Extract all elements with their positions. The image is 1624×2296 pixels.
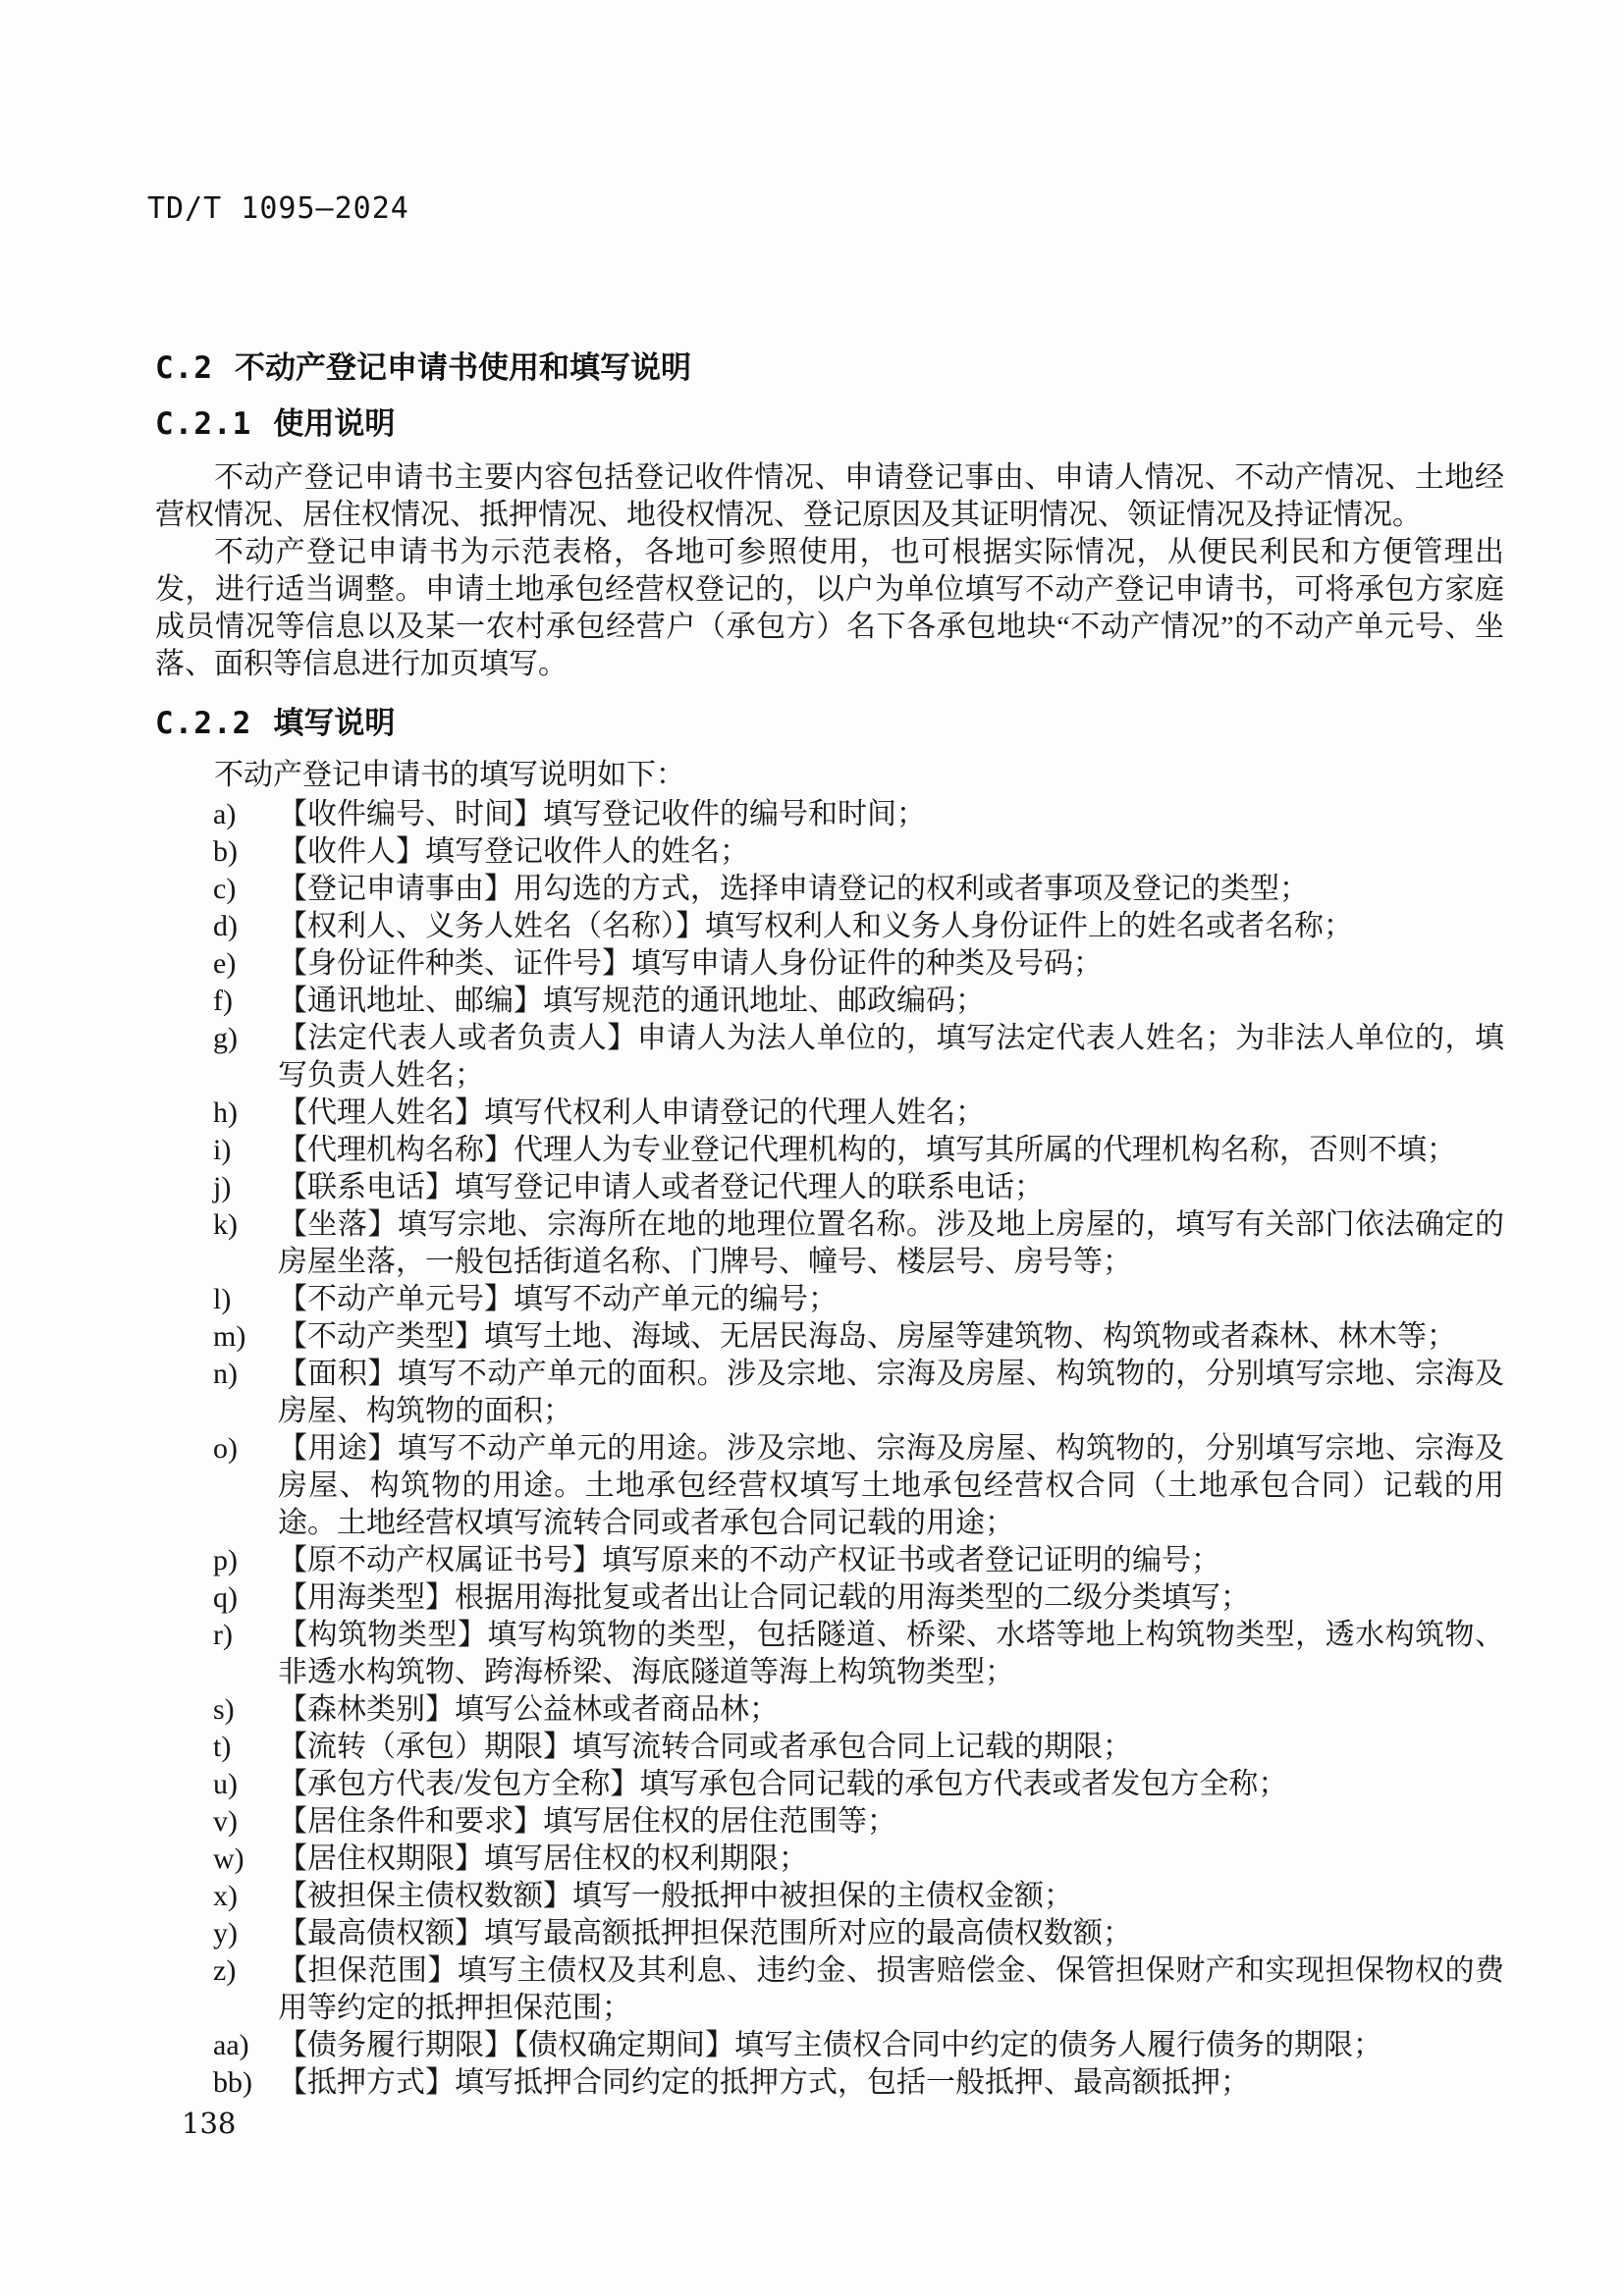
section-title: 使用说明 — [273, 406, 396, 441]
instruction-text: 【联系电话】填写登记申请人或者登记代理人的联系电话； — [278, 1171, 1044, 1203]
instruction-item — [155, 945, 1504, 983]
instruction-marker: c) — [213, 873, 237, 905]
instruction-text: 【居住条件和要求】填写居住权的居住范围等； — [278, 1805, 896, 1838]
instruction-item — [155, 1878, 1504, 1915]
paragraph-usage-2: 不动产登记申请书为示范表格，各地可参照使用，也可根据实际情况，从便民利民和方便管理出发，进行适当调整。申请土地承包经营权登记的，以户为单位填写不动产登记申请书，可将承包方家庭成员情况等信息以及某一农村承包经营户（承包方）名下各承包地块“不动产情况”的不动产单元号、坐落、面积等信息进行加页填写。 — [155, 536, 1504, 680]
instruction-item — [155, 1841, 1504, 1878]
section-title: 不动产登记申请书使用和填写说明 — [235, 350, 691, 385]
instruction-marker: q) — [213, 1581, 238, 1614]
instruction-text: 【用海类型】根据用海批复或者出让合同记载的用海类型的二级分类填写； — [278, 1581, 1250, 1614]
instruction-item — [155, 1169, 1504, 1206]
instruction-item — [155, 1430, 1504, 1542]
instruction-item — [155, 2064, 1504, 2102]
instruction-item — [155, 1729, 1504, 1766]
instruction-text: 【通讯地址、邮编】填写规范的通讯地址、邮政编码； — [278, 985, 985, 1017]
instruction-item — [155, 1766, 1504, 1803]
instruction-marker: x) — [213, 1880, 238, 1912]
instruction-item — [155, 796, 1504, 833]
instruction-text: 【最高债权额】填写最高额抵押担保范围所对应的最高债权数额； — [278, 1917, 1132, 1949]
instruction-marker: s) — [213, 1693, 235, 1726]
instruction-text: 【承包方代表/发包方全称】填写承包合同记载的承包方代表或者发包方全称； — [278, 1768, 1288, 1800]
instruction-marker: o) — [213, 1432, 238, 1465]
section-heading-c2 — [155, 349, 1504, 387]
instruction-text: 【流转（承包）期限】填写流转合同或者承包合同上记载的期限； — [278, 1731, 1132, 1763]
instruction-text: 【居住权期限】填写居住权的权利期限； — [278, 1842, 808, 1875]
instruction-item — [155, 1281, 1504, 1318]
instruction-marker: n) — [213, 1358, 238, 1390]
instruction-list — [155, 796, 1504, 2102]
instruction-marker: u) — [213, 1768, 238, 1800]
instruction-text: 【不动产单元号】填写不动产单元的编号； — [278, 1283, 838, 1315]
instruction-marker: b) — [213, 835, 238, 868]
instruction-item — [155, 1617, 1504, 1691]
instruction-text: 【法定代表人或者负责人】申请人为法人单位的，填写法定代表人姓名；为非法人单位的，填写负责人姓名； — [278, 1022, 1504, 1092]
instruction-item — [155, 908, 1504, 945]
instruction-marker: d) — [213, 910, 238, 942]
instruction-text: 【坐落】填写宗地、宗海所在地的地理位置名称。涉及地上房屋的，填写有关部门依法确定的房屋坐落，一般包括街道名称、门牌号、幢号、楼层号、房号等； — [278, 1208, 1504, 1278]
instruction-marker: h) — [213, 1096, 238, 1129]
instruction-marker: i) — [213, 1134, 232, 1166]
instruction-text: 【原不动产权属证书号】填写原来的不动产权证书或者登记证明的编号； — [278, 1544, 1220, 1576]
instruction-text: 【用途】填写不动产单元的用途。涉及宗地、宗海及房屋、构筑物的，分别填写宗地、宗海及房屋、构筑物的用途。土地承包经营权填写土地承包经营权合同（土地承包合同）记载的用途。土地经营权填写流转合同或者承包合同记载的用途； — [278, 1432, 1504, 1539]
instruction-item — [155, 1915, 1504, 1952]
paragraph-usage-1: 不动产登记申请书主要内容包括登记收件情况、申请登记事由、申请人情况、不动产情况、土地经营权情况、居住权情况、抵押情况、地役权情况、登记原因及其证明情况、领证情况及持证情况。 — [155, 461, 1504, 531]
instruction-marker: m) — [213, 1320, 246, 1353]
instruction-text: 【身份证件种类、证件号】填写申请人身份证件的种类及号码； — [278, 947, 1103, 980]
instruction-marker: e) — [213, 947, 237, 980]
instruction-text: 【权利人、义务人姓名（名称）】填写权利人和义务人身份证件上的姓名或者名称； — [278, 910, 1353, 942]
instruction-text: 【登记申请事由】用勾选的方式，选择申请登记的权利或者事项及登记的类型； — [278, 873, 1309, 905]
instruction-marker: p) — [213, 1544, 238, 1576]
instruction-text: 【代理人姓名】填写代权利人申请登记的代理人姓名； — [278, 1096, 985, 1129]
instruction-text: 【收件人】填写登记收件人的姓名； — [278, 835, 749, 868]
instruction-marker: w) — [213, 1842, 244, 1875]
instruction-text: 【收件编号、时间】填写登记收件的编号和时间； — [278, 798, 926, 830]
instruction-marker: aa) — [213, 2029, 249, 2061]
section-number: C.2 — [155, 350, 213, 386]
page-number: 138 — [182, 2107, 237, 2140]
section-heading-c22 — [155, 705, 1504, 742]
instruction-text: 【面积】填写不动产单元的面积。涉及宗地、宗海及房屋、构筑物的，分别填写宗地、宗海及房屋、构筑物的面积； — [278, 1358, 1504, 1427]
section-number: C.2.2 — [155, 706, 252, 741]
instruction-text: 【代理机构名称】代理人为专业登记代理机构的，填写其所属的代理机构名称，否则不填； — [278, 1134, 1456, 1166]
instruction-item — [155, 1356, 1504, 1430]
instruction-marker: f) — [213, 985, 233, 1017]
instruction-item — [155, 1020, 1504, 1095]
instruction-item — [155, 1579, 1504, 1617]
instruction-item — [155, 833, 1504, 871]
section-title: 填写说明 — [273, 706, 396, 740]
instruction-marker: z) — [213, 1954, 237, 1987]
instruction-item — [155, 1952, 1504, 2027]
page-content — [155, 349, 1504, 2102]
instruction-marker: v) — [213, 1805, 238, 1838]
instruction-item — [155, 2027, 1504, 2064]
instruction-marker: k) — [213, 1208, 238, 1241]
instruction-item — [155, 1132, 1504, 1169]
instruction-item — [155, 1542, 1504, 1579]
instruction-text: 【构筑物类型】填写构筑物的类型，包括隧道、桥梁、水塔等地上构筑物类型，透水构筑物、非透水构筑物、跨海桥梁、海底隧道等海上构筑物类型； — [278, 1619, 1504, 1688]
instruction-item — [155, 983, 1504, 1020]
instruction-text: 【债务履行期限】【债权确定期间】填写主债权合同中约定的债务人履行债务的期限； — [278, 2029, 1382, 2061]
instruction-text: 【担保范围】填写主债权及其利息、违约金、损害赔偿金、保管担保财产和实现担保物权的费用等约定的抵押担保范围； — [278, 1954, 1504, 2024]
instruction-marker: a) — [213, 798, 237, 830]
instruction-marker: j) — [213, 1171, 232, 1203]
instruction-marker: y) — [213, 1917, 238, 1949]
instruction-text: 【森林类别】填写公益林或者商品林； — [278, 1693, 779, 1726]
instruction-item — [155, 1095, 1504, 1132]
instruction-marker: l) — [213, 1283, 232, 1315]
instruction-list-intro: 不动产登记申请书的填写说明如下： — [214, 759, 685, 791]
instruction-text: 【不动产类型】填写土地、海域、无居民海岛、房屋等建筑物、构筑物或者森林、林木等； — [278, 1320, 1456, 1353]
instruction-item — [155, 1206, 1504, 1281]
instruction-item — [155, 871, 1504, 908]
instruction-text: 【抵押方式】填写抵押合同约定的抵押方式，包括一般抵押、最高额抵押； — [278, 2066, 1250, 2099]
instruction-marker: r) — [213, 1619, 233, 1651]
section-number: C.2.1 — [155, 406, 252, 442]
doc-code: TD/T 1095—2024 — [147, 191, 409, 226]
instruction-marker: t) — [213, 1731, 232, 1763]
instruction-text: 【被担保主债权数额】填写一般抵押中被担保的主债权金额； — [278, 1880, 1073, 1912]
instruction-item — [155, 1803, 1504, 1841]
instruction-item — [155, 1691, 1504, 1729]
section-heading-c21 — [155, 405, 1504, 443]
instruction-item — [155, 1318, 1504, 1356]
instruction-marker: bb) — [213, 2066, 252, 2099]
instruction-marker: g) — [213, 1022, 238, 1054]
